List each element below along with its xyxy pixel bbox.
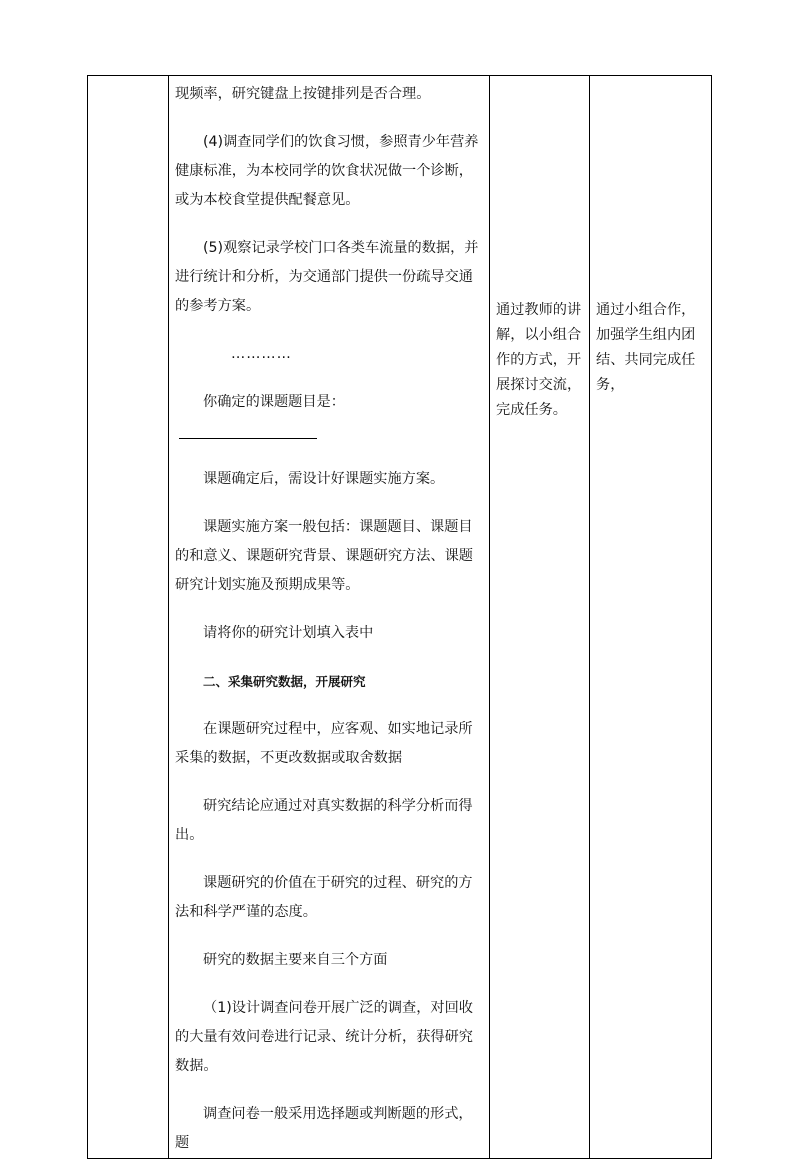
student-activity-text: 通过小组合作，加强学生组内团结、共同完成任务， [596,302,696,393]
section-heading: 二、采集研究数据，开展研究 [203,674,366,689]
paragraph: 在课题研究过程中，应客观、如实地记录所采集的数据，不更改数据或取舍数据 [175,721,473,766]
paragraph: 研究结论应通过对真实数据的科学分析而得出。 [175,798,473,843]
table-row [88,76,712,1159]
empty-left-cell [88,76,169,1159]
topic-prompt [175,388,483,446]
lesson-plan-table [87,75,712,1159]
paragraph: (5)观察记录学校门口各类车流量的数据，并进行统计和分析，为交通部门提供一份疏导交通的参考方案。 [175,240,479,314]
teacher-activity-cell [490,76,590,1159]
paragraph: （1)设计调查问卷开展广泛的调查，对回收的大量有效问卷进行记录、统计分析，获得研究数据。 [175,1000,473,1074]
topic-fill-blank[interactable] [179,418,317,439]
teacher-activity-text: 通过教师的讲解，以小组合作的方式，开展探讨交流，完成任务。 [496,302,582,418]
paragraph: 调查问卷一般采用选择题或判断题的形式，题 [175,1106,473,1151]
paragraph: 研究的数据主要来自三个方面 [203,952,388,968]
content-text [169,76,489,1158]
paragraph: 课题实施方案一般包括：课题题目、课题目的和意义、课题研究背景、课题研究方法、课题研究计划实施及预期成果等。 [175,519,473,593]
paragraph: 现频率，研究键盘上按键排列是否合理。 [175,86,431,102]
paragraph: 课题确定后，需设计好课题实施方案。 [203,471,445,487]
content-cell [169,76,490,1159]
ellipsis-line: ………… [231,346,292,362]
student-activity-cell [590,76,712,1159]
paragraph: (4)调查同学们的饮食习惯，参照青少年营养健康标准，为本校同学的饮食状况做一个诊断，或为本校食堂提供配餐意见。 [175,134,479,208]
paragraph: 课题研究的价值在于研究的过程、研究的方法和科学严谨的态度。 [175,875,473,920]
topic-prompt-label: 你确定的课题题目是： [203,394,345,410]
paragraph: 请将你的研究计划填入表中 [203,625,374,641]
